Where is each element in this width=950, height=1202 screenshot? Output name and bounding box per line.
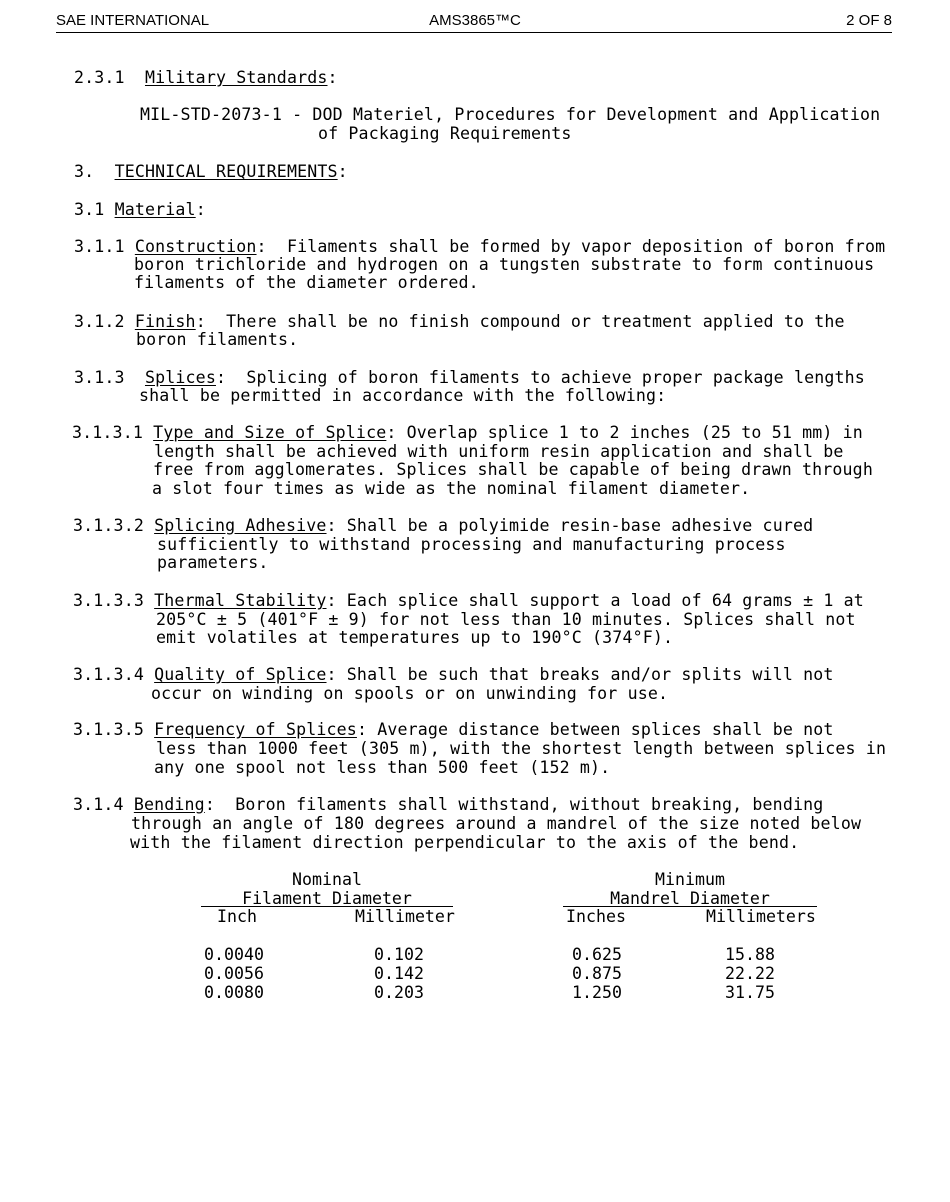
section-3-1-3-3-line-3: emit volatiles at temperatures up to 190°C (374°F).	[156, 628, 674, 647]
section-3-1-3-5: 3.1.3.5 Frequency of Splices: Average distance between splices shall be not	[73, 720, 834, 739]
table-cell: 0.102	[374, 945, 424, 964]
table-header-inches: Inches	[566, 907, 626, 926]
section-3-1-4-line-2: through an angle of 180 degrees around a mandrel of the size noted below	[131, 814, 862, 833]
table-cell: 0.625	[572, 945, 622, 964]
table-group-nominal: Nominal	[292, 870, 362, 889]
section-3-1: 3.1 Material:	[74, 200, 206, 219]
section-3-1-3-4-line-2: occur on winding on spools or on unwinding for use.	[151, 684, 669, 703]
table-cell: 22.22	[725, 964, 775, 983]
table-group-mandrel-diameter: Mandrel Diameter	[610, 889, 770, 908]
table-group-filament-diameter: Filament Diameter	[242, 889, 412, 908]
header-org: SAE INTERNATIONAL	[56, 12, 210, 29]
section-3-1-2: 3.1.2 Finish: There shall be no finish compound or treatment applied to the	[74, 312, 845, 331]
table-header-millimeter: Millimeter	[355, 907, 455, 926]
section-3-1-3-5-line-2: less than 1000 feet (305 m), with the shortest length between splices in	[156, 739, 887, 758]
header-doc-number: AMS3865™C	[429, 12, 521, 29]
section-3-1-3-3-line-2: 205°C ± 5 (401°F ± 9) for not less than 10 minutes. Splices shall not	[156, 610, 856, 629]
section-3-1-3-2: 3.1.3.2 Splicing Adhesive: Shall be a polyimide resin-base adhesive cured	[73, 516, 814, 535]
section-3-1-3: 3.1.3 Splices: Splicing of boron filaments to achieve proper package lengths	[74, 368, 865, 387]
section-3: 3. TECHNICAL REQUIREMENTS:	[74, 162, 348, 181]
section-3-1-3-5-line-3: any one spool not less than 500 feet (152 m).	[154, 758, 611, 777]
section-3-1-3-2-line-3: parameters.	[157, 553, 269, 572]
table-cell: 1.250	[572, 983, 622, 1002]
section-3-1-4-line-3: with the filament direction perpendicular to the axis of the bend.	[130, 833, 800, 852]
section-3-1-2-line-2: boron filaments.	[136, 330, 299, 349]
section-3-1-3-line-2: shall be permitted in accordance with the following:	[139, 386, 667, 405]
section-3-1-3-4: 3.1.3.4 Quality of Splice: Shall be such that breaks and/or splits will not	[73, 665, 834, 684]
table-cell: 0.203	[374, 983, 424, 1002]
section-3-1-1-line-3: filaments of the diameter ordered.	[134, 273, 479, 292]
section-3-1-3-3: 3.1.3.3 Thermal Stability: Each splice shall support a load of 64 grams ± 1 at	[73, 591, 864, 610]
table-header-inch: Inch	[217, 907, 257, 926]
section-3-1-3-1-line-2: length shall be achieved with uniform resin application and shall be	[154, 442, 844, 461]
table-cell: 15.88	[725, 945, 775, 964]
section-3-1-3-1-line-4: a slot four times as wide as the nominal filament diameter.	[152, 479, 751, 498]
table-cell: 31.75	[725, 983, 775, 1002]
section-3-1-3-2-line-2: sufficiently to withstand processing and manufacturing process	[157, 535, 786, 554]
table-group-minimum: Minimum	[655, 870, 725, 889]
mil-std-line-2: of Packaging Requirements	[318, 124, 572, 143]
header-rule	[56, 32, 892, 33]
table-cell: 0.0056	[204, 964, 264, 983]
section-3-1-1: 3.1.1 Construction: Filaments shall be formed by vapor deposition of boron from	[74, 237, 886, 256]
section-3-1-1-line-2: boron trichloride and hydrogen on a tungsten substrate to form continuous	[134, 255, 875, 274]
section-3-1-4: 3.1.4 Bending: Boron filaments shall withstand, without breaking, bending	[73, 795, 824, 814]
section-3-1-3-1-line-3: free from agglomerates. Splices shall be capable of being drawn through	[153, 460, 873, 479]
section-3-1-3-1: 3.1.3.1 Type and Size of Splice: Overlap splice 1 to 2 inches (25 to 51 mm) in	[72, 423, 863, 442]
mil-std-line-1: MIL-STD-2073-1 - DOD Materiel, Procedures for Development and Application	[140, 105, 881, 124]
table-cell: 0.0080	[204, 983, 264, 1002]
section-2-3-1: 2.3.1 Military Standards:	[74, 68, 338, 87]
table-cell: 0.142	[374, 964, 424, 983]
table-cell: 0.0040	[204, 945, 264, 964]
table-header-millimeters: Millimeters	[706, 907, 816, 926]
header-page-number: 2 OF 8	[846, 12, 892, 29]
table-cell: 0.875	[572, 964, 622, 983]
